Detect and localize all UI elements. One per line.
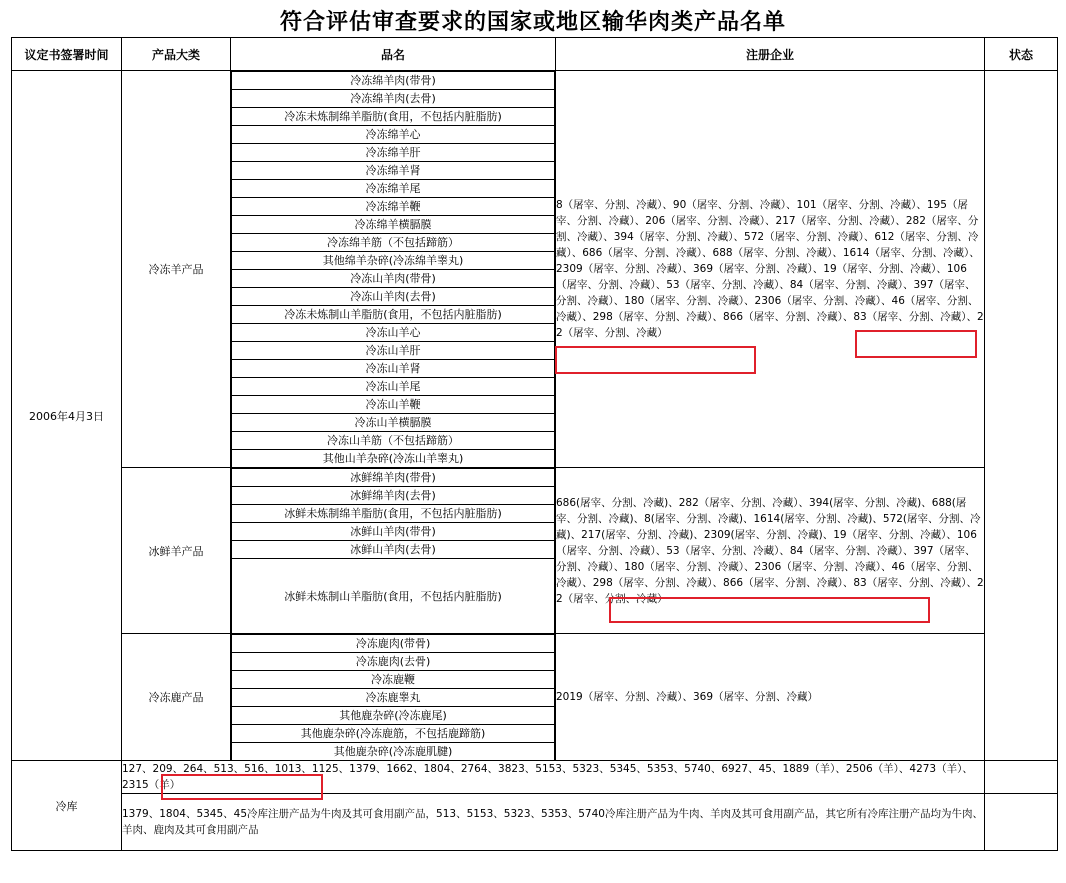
- enterprise-cell: 8（屠宰、分割、冷藏）、90（屠宰、分割、冷藏）、101（屠宰、分割、冷藏）、195（屠宰、分割、冷藏）、206（屠宰、分割、冷藏）、217（屠宰、分割、冷藏）、282（屠宰、分割、冷藏）、394（屠宰、分割、冷藏）、572（屠宰、分割、冷藏）、612（屠宰、分割、冷藏）、686（屠宰、分割、冷藏）、688（屠宰、分割、冷藏）、1614（屠宰、分割、冷藏）、2309（屠宰、分割、冷藏）、369（屠宰、分割、冷藏）、19（屠宰、分割、冷藏）、106（屠宰、分割、冷藏）、53（屠宰、分割、冷藏）、84（屠宰、分割、冷藏）、397（屠宰、分割、冷藏）、180（屠宰、分割、冷藏）、2306（屠宰、分割、冷藏）、46（屠宰、分割、冷藏）、298（屠宰、分割、冷藏）、866（屠宰、分割、冷藏）、83（屠宰、分割、冷藏）、22（屠宰、分割、冷藏）: [556, 71, 985, 468]
- product-list: [231, 634, 555, 760]
- product-list-cell: [231, 71, 556, 468]
- product-row: [232, 505, 555, 523]
- product-name: 冷冻山羊尾: [232, 378, 555, 396]
- product-name: 冷冻未炼制绵羊脂肪(食用，不包括内脏脂肪): [232, 108, 555, 126]
- product-name: 其他绵羊杂碎(冷冻绵羊睾丸): [232, 252, 555, 270]
- product-list: [231, 468, 555, 633]
- product-name: 冷冻山羊心: [232, 324, 555, 342]
- product-name: 冰鲜山羊肉(带骨): [232, 523, 555, 541]
- product-name: 冰鲜绵羊肉(带骨): [232, 469, 555, 487]
- product-name: 冰鲜未炼制绵羊脂肪(食用，不包括内脏脂肪): [232, 505, 555, 523]
- product-name: 其他鹿杂碎(冷冻鹿筋，不包括鹿蹄筋): [232, 725, 555, 743]
- product-name: 冷冻鹿肉(带骨): [232, 635, 555, 653]
- category-cell: 冰鲜羊产品: [122, 468, 231, 634]
- highlight-box: [161, 774, 323, 800]
- product-name: 冷冻绵羊横膈膜: [232, 216, 555, 234]
- cold-storage-label: 冷库: [12, 761, 122, 851]
- product-name: 冷冻绵羊心: [232, 126, 555, 144]
- product-row: [232, 432, 555, 450]
- date-cell: 2006年4月3日: [12, 71, 122, 761]
- product-row: [232, 72, 555, 90]
- product-row: [232, 180, 555, 198]
- product-name: 冰鲜绵羊肉(去骨): [232, 487, 555, 505]
- enterprise-cell: 686(屠宰、分割、冷藏)、282（屠宰、分割、冷藏）、394(屠宰、分割、冷藏)、688(屠宰、分割、冷藏)、8(屠宰、分割、冷藏)、1614(屠宰、分割、冷藏)、572(屠宰、分割、冷藏)、217(屠宰、分割、冷藏)、2309(屠宰、分割、冷藏)、19（屠宰、分割、冷藏）、106（屠宰、分割、冷藏）、53（屠宰、分割、冷藏）、84（屠宰、分割、冷藏）、397（屠宰、分割、冷藏）、180（屠宰、分割、冷藏）、2306（屠宰、分割、冷藏）、46（屠宰、分割、冷藏）、298（屠宰、分割、冷藏）、866（屠宰、分割、冷藏）、83（屠宰、分割、冷藏）、22（屠宰、分割、冷藏）: [556, 468, 985, 634]
- cold-storage-row-2: [12, 794, 1058, 851]
- product-row: [232, 487, 555, 505]
- product-row: [232, 523, 555, 541]
- product-row: [232, 378, 555, 396]
- group-row-frozen-sheep: [12, 71, 1058, 468]
- product-row: [232, 234, 555, 252]
- product-name: 冷冻鹿鞭: [232, 671, 555, 689]
- product-row: [232, 126, 555, 144]
- product-row: [232, 559, 555, 634]
- product-name: 冷冻山羊筋（不包括蹄筋）: [232, 432, 555, 450]
- category-cell: 冷冻鹿产品: [122, 634, 231, 761]
- product-name: 冷冻山羊肝: [232, 342, 555, 360]
- product-row: [232, 216, 555, 234]
- product-row: [232, 541, 555, 559]
- product-name: 冰鲜未炼制山羊脂肪(食用，不包括内脏脂肪): [232, 559, 555, 634]
- product-list-cell: [231, 634, 556, 761]
- product-row: [232, 162, 555, 180]
- cold-storage-list: 127、209、264、513、516、1013、1125、1379、1662、1804、2764、3823、5153、5323、5345、5353、5740、6927、45、1889（羊）、2506（羊）、4273（羊）、2315（羊）: [122, 761, 985, 794]
- product-row: [232, 689, 555, 707]
- product-row: [232, 90, 555, 108]
- product-row: [232, 288, 555, 306]
- product-name: 冷冻山羊横膈膜: [232, 414, 555, 432]
- status-cell: [985, 794, 1058, 851]
- product-name: 冷冻山羊肉(去骨): [232, 288, 555, 306]
- product-row: [232, 653, 555, 671]
- product-name: 冷冻绵羊肾: [232, 162, 555, 180]
- status-cell: [985, 761, 1058, 794]
- highlight-box: [555, 346, 756, 374]
- product-row: [232, 306, 555, 324]
- header-enterprise: 注册企业: [556, 38, 985, 71]
- product-row: [232, 671, 555, 689]
- product-list: [231, 71, 555, 467]
- product-row: [232, 469, 555, 487]
- product-row: [232, 635, 555, 653]
- product-row: [232, 342, 555, 360]
- product-name: 其他鹿杂碎(冷冻鹿肌腱): [232, 743, 555, 761]
- product-name: 冷冻未炼制山羊脂肪(食用，不包括内脏脂肪): [232, 306, 555, 324]
- product-name: 冷冻绵羊肉(去骨): [232, 90, 555, 108]
- product-name: 冷冻绵羊筋（不包括蹄筋）: [232, 234, 555, 252]
- product-row: [232, 725, 555, 743]
- enterprise-cell: 2019（屠宰、分割、冷藏）、369（屠宰、分割、冷藏）: [556, 634, 985, 761]
- product-name: 冷冻山羊肉(带骨): [232, 270, 555, 288]
- product-row: [232, 270, 555, 288]
- product-name: 冷冻山羊鞭: [232, 396, 555, 414]
- product-row: [232, 198, 555, 216]
- header-product: 品名: [231, 38, 556, 71]
- product-row: [232, 144, 555, 162]
- page-title: 符合评估审查要求的国家或地区输华肉类产品名单: [279, 10, 786, 35]
- product-list-cell: [231, 468, 556, 634]
- product-row: [232, 108, 555, 126]
- header-status: 状态: [985, 38, 1058, 71]
- category-cell: 冷冻羊产品: [122, 71, 231, 468]
- product-row: [232, 450, 555, 468]
- group-row-frozen-deer: [12, 634, 1058, 761]
- highlight-box: [855, 330, 977, 358]
- product-name: 冷冻鹿肉(去骨): [232, 653, 555, 671]
- header-category: 产品大类: [122, 38, 231, 71]
- product-name: 冷冻绵羊肝: [232, 144, 555, 162]
- product-name: 其他鹿杂碎(冷冻鹿尾): [232, 707, 555, 725]
- product-name: 冷冻山羊肾: [232, 360, 555, 378]
- product-row: [232, 324, 555, 342]
- highlight-box: [609, 597, 930, 623]
- product-row: [232, 396, 555, 414]
- product-name: 冷冻绵羊尾: [232, 180, 555, 198]
- product-row: [232, 252, 555, 270]
- header-row: [12, 38, 1058, 71]
- product-row: [232, 360, 555, 378]
- status-cell: [985, 71, 1058, 761]
- product-row: [232, 743, 555, 761]
- product-name: 其他山羊杂碎(冷冻山羊睾丸): [232, 450, 555, 468]
- product-row: [232, 707, 555, 725]
- cold-storage-note: 1379、1804、5345、45冷库注册产品为牛肉及其可食用副产品，513、5153、5323、5353、5740冷库注册产品为牛肉、羊肉及其可食用副产品，其它所有冷库注册产品均为牛肉、羊肉、鹿肉及其可食用副产品: [122, 794, 985, 851]
- product-name: 冷冻绵羊鞭: [232, 198, 555, 216]
- product-name: 冰鲜山羊肉(去骨): [232, 541, 555, 559]
- product-row: [232, 414, 555, 432]
- product-list-table: [11, 37, 1058, 851]
- product-name: 冷冻绵羊肉(带骨): [232, 72, 555, 90]
- product-name: 冷冻鹿睾丸: [232, 689, 555, 707]
- header-date: 议定书签署时间: [12, 38, 122, 71]
